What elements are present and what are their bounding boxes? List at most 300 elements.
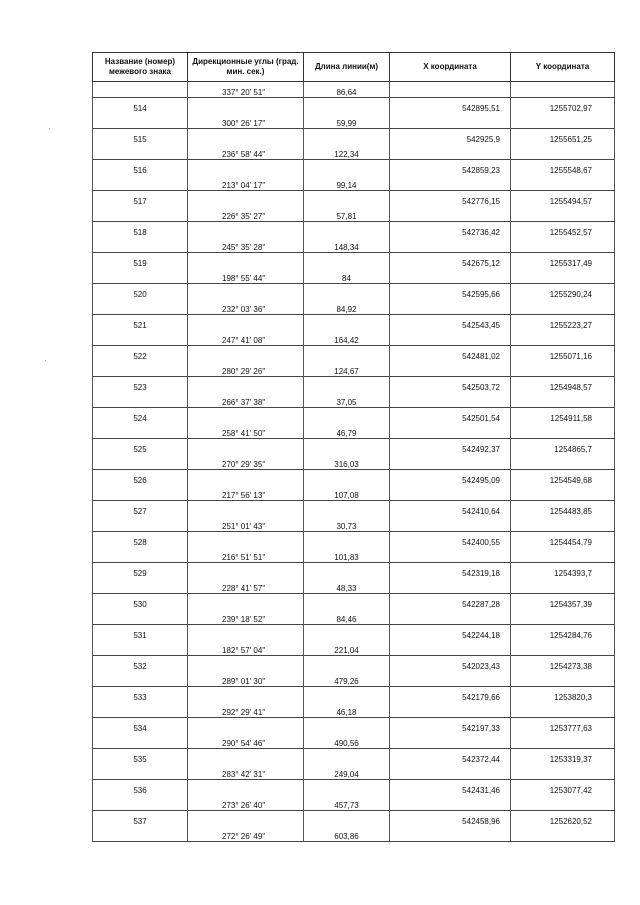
direction-angle-cell [188,718,304,734]
marker-name-cell: 535 [93,749,188,765]
x-coordinate-cell [390,392,511,408]
y-coordinate-cell [511,206,615,222]
x-coordinate-cell: 542736,42 [390,222,511,238]
segment-row [93,671,615,687]
line-length-cell [304,563,390,579]
x-coordinate-cell: 542895,51 [390,98,511,114]
marker-name-cell [93,144,188,160]
segment-row [93,206,615,222]
line-length-cell [304,408,390,424]
x-coordinate-cell [390,764,511,780]
marker-name-cell: 517 [93,191,188,207]
header-marker-name: Название (номер) межевого знака [93,53,188,82]
line-length-cell: 457,73 [304,795,390,811]
y-coordinate-cell [511,733,615,749]
y-coordinate-cell [511,175,615,191]
line-length-cell [304,749,390,765]
marker-name-cell [93,330,188,346]
x-coordinate-cell: 542197,33 [390,718,511,734]
marker-name-cell: 529 [93,563,188,579]
x-coordinate-cell: 542859,23 [390,160,511,176]
y-coordinate-cell [511,516,615,532]
segment-row [93,826,615,842]
segment-row [93,516,615,532]
direction-angle-cell: 228° 41' 57" [188,578,304,594]
marker-name-cell [93,485,188,501]
x-coordinate-cell: 542287,28 [390,594,511,610]
y-coordinate-cell [511,361,615,377]
y-coordinate-cell [511,423,615,439]
segment-row [93,640,615,656]
line-length-cell [304,780,390,796]
y-coordinate-cell [511,578,615,594]
segment-row [93,330,615,346]
marker-name-cell [93,702,188,718]
marker-name-cell: 528 [93,532,188,548]
x-coordinate-cell: 542023,43 [390,656,511,672]
line-length-cell: 46,79 [304,423,390,439]
marker-name-cell: 520 [93,284,188,300]
y-coordinate-cell: 1255071,16 [511,346,615,362]
x-coordinate-cell [390,733,511,749]
marker-row [93,284,615,300]
segment-row [93,299,615,315]
marker-row [93,346,615,362]
y-coordinate-cell [511,609,615,625]
marker-name-cell: 522 [93,346,188,362]
x-coordinate-cell [390,454,511,470]
direction-angle-cell: 236° 58' 44" [188,144,304,160]
line-length-cell: 101,83 [304,547,390,563]
direction-angle-cell: 217° 56' 13" [188,485,304,501]
marker-row [93,315,615,331]
marker-name-cell: 523 [93,377,188,393]
y-coordinate-cell: 1253077,42 [511,780,615,796]
direction-angle-cell: 247° 41' 08" [188,330,304,346]
y-coordinate-cell [511,82,615,98]
x-coordinate-cell [390,330,511,346]
x-coordinate-cell [390,361,511,377]
x-coordinate-cell: 542431,46 [390,780,511,796]
direction-angle-cell [188,501,304,517]
x-coordinate-cell: 542319,18 [390,563,511,579]
marker-row [93,718,615,734]
x-coordinate-cell [390,578,511,594]
direction-angle-cell [188,253,304,269]
direction-angle-cell [188,594,304,610]
x-coordinate-cell [390,144,511,160]
marker-row [93,532,615,548]
line-length-cell [304,811,390,827]
direction-angle-cell [188,284,304,300]
direction-angle-cell: 273° 26' 40" [188,795,304,811]
x-coordinate-cell: 542543,45 [390,315,511,331]
segment-row [93,454,615,470]
marker-row [93,687,615,703]
line-length-cell [304,98,390,114]
segment-row [93,795,615,811]
line-length-cell: 84,46 [304,609,390,625]
x-coordinate-cell: 542458,96 [390,811,511,827]
line-length-cell [304,439,390,455]
y-coordinate-cell [511,795,615,811]
y-coordinate-cell: 1255452,57 [511,222,615,238]
marker-name-cell: 518 [93,222,188,238]
segment-row [93,361,615,377]
line-length-cell: 48,33 [304,578,390,594]
y-coordinate-cell: 1254357,39 [511,594,615,610]
segment-row [93,392,615,408]
y-coordinate-cell: 1254865,7 [511,439,615,455]
y-coordinate-cell [511,702,615,718]
line-length-cell: 164,42 [304,330,390,346]
marker-row [93,129,615,145]
line-length-cell [304,284,390,300]
y-coordinate-cell [511,392,615,408]
direction-angle-cell [188,687,304,703]
line-length-cell [304,656,390,672]
line-length-cell: 84 [304,268,390,284]
marker-row [93,501,615,517]
line-length-cell [304,532,390,548]
segment-row [93,237,615,253]
direction-angle-cell: 266° 37' 38" [188,392,304,408]
line-length-cell [304,594,390,610]
direction-angle-cell: 213° 04' 17" [188,175,304,191]
x-coordinate-cell [390,516,511,532]
y-coordinate-cell: 1254454,79 [511,532,615,548]
header-y-coordinate: Y координата [511,53,615,82]
direction-angle-cell [188,780,304,796]
direction-angle-cell [188,346,304,362]
x-coordinate-cell [390,609,511,625]
segment-row [93,144,615,160]
line-length-cell [304,191,390,207]
marker-row [93,191,615,207]
line-length-cell [304,129,390,145]
direction-angle-cell: 239° 18' 52" [188,609,304,625]
direction-angle-cell [188,439,304,455]
y-coordinate-cell: 1255317,49 [511,253,615,269]
marker-name-cell [93,82,188,98]
segment-row [93,82,615,98]
marker-row [93,656,615,672]
line-length-cell [304,315,390,331]
direction-angle-cell: 272° 26' 49" [188,826,304,842]
segment-row [93,733,615,749]
x-coordinate-cell [390,206,511,222]
marker-name-cell [93,361,188,377]
direction-angle-cell: 226° 35' 27" [188,206,304,222]
marker-name-cell [93,423,188,439]
x-coordinate-cell: 542675,12 [390,253,511,269]
y-coordinate-cell [511,268,615,284]
line-length-cell: 316,03 [304,454,390,470]
direction-angle-cell [188,470,304,486]
line-length-cell: 59,99 [304,113,390,129]
marker-row [93,749,615,765]
y-coordinate-cell: 1254549,68 [511,470,615,486]
table-header-row [93,53,615,82]
y-coordinate-cell [511,113,615,129]
marker-name-cell: 527 [93,501,188,517]
x-coordinate-cell [390,826,511,842]
x-coordinate-cell: 542400,55 [390,532,511,548]
line-length-cell [304,687,390,703]
marker-name-cell: 516 [93,160,188,176]
line-length-cell [304,160,390,176]
marker-name-cell [93,206,188,222]
line-length-cell [304,470,390,486]
direction-angle-cell [188,377,304,393]
segment-row [93,423,615,439]
y-coordinate-cell: 1255548,67 [511,160,615,176]
marker-row [93,98,615,114]
direction-angle-cell: 216° 51' 51" [188,547,304,563]
line-length-cell: 37,05 [304,392,390,408]
line-length-cell: 46,18 [304,702,390,718]
segment-row [93,547,615,563]
y-coordinate-cell [511,764,615,780]
marker-name-cell: 514 [93,98,188,114]
direction-angle-cell: 289° 01' 30" [188,671,304,687]
segment-row [93,702,615,718]
marker-name-cell: 524 [93,408,188,424]
marker-row [93,563,615,579]
x-coordinate-cell [390,113,511,129]
direction-angle-cell [188,315,304,331]
x-coordinate-cell [390,671,511,687]
y-coordinate-cell: 1255223,27 [511,315,615,331]
x-coordinate-cell: 542925,9 [390,129,511,145]
marker-row [93,811,615,827]
marker-name-cell [93,671,188,687]
x-coordinate-cell: 542501,54 [390,408,511,424]
marker-name-cell: 534 [93,718,188,734]
x-coordinate-cell: 542492,37 [390,439,511,455]
line-length-cell [304,377,390,393]
direction-angle-cell: 337° 20' 51" [188,82,304,98]
marker-name-cell: 533 [93,687,188,703]
x-coordinate-cell [390,795,511,811]
y-coordinate-cell: 1254948,57 [511,377,615,393]
y-coordinate-cell: 1254483,85 [511,501,615,517]
line-length-cell [304,625,390,641]
marker-name-cell [93,454,188,470]
segment-row [93,268,615,284]
y-coordinate-cell [511,454,615,470]
x-coordinate-cell [390,237,511,253]
line-length-cell: 249,04 [304,764,390,780]
marker-name-cell [93,268,188,284]
y-coordinate-cell: 1253319,37 [511,749,615,765]
marker-name-cell [93,609,188,625]
marker-row [93,594,615,610]
line-length-cell [304,253,390,269]
x-coordinate-cell [390,82,511,98]
marker-row [93,625,615,641]
x-coordinate-cell: 542244,18 [390,625,511,641]
y-coordinate-cell [511,547,615,563]
x-coordinate-cell [390,299,511,315]
line-length-cell: 221,04 [304,640,390,656]
direction-angle-cell [188,191,304,207]
marker-row [93,253,615,269]
line-length-cell: 603,86 [304,826,390,842]
direction-angle-cell: 283° 42' 31" [188,764,304,780]
direction-angle-cell [188,129,304,145]
x-coordinate-cell: 542410,64 [390,501,511,517]
marker-row [93,780,615,796]
segment-row [93,578,615,594]
line-length-cell: 122,34 [304,144,390,160]
marker-name-cell: 536 [93,780,188,796]
direction-angle-cell [188,532,304,548]
marker-name-cell [93,795,188,811]
direction-angle-cell: 300° 26' 17" [188,113,304,129]
line-length-cell: 148,34 [304,237,390,253]
x-coordinate-cell: 542495,09 [390,470,511,486]
line-length-cell [304,222,390,238]
line-length-cell: 30,73 [304,516,390,532]
line-length-cell: 124,67 [304,361,390,377]
direction-angle-cell [188,656,304,672]
marker-name-cell [93,175,188,191]
marker-name-cell: 532 [93,656,188,672]
direction-angle-cell: 245° 35' 28" [188,237,304,253]
marker-name-cell: 519 [93,253,188,269]
line-length-cell [304,718,390,734]
marker-name-cell [93,113,188,129]
direction-angle-cell [188,222,304,238]
y-coordinate-cell: 1253777,63 [511,718,615,734]
direction-angle-cell: 182° 57' 04" [188,640,304,656]
x-coordinate-cell: 542179,66 [390,687,511,703]
marker-name-cell: 530 [93,594,188,610]
direction-angle-cell: 292° 29' 41" [188,702,304,718]
marker-name-cell [93,733,188,749]
marker-name-cell: 526 [93,470,188,486]
x-coordinate-cell [390,547,511,563]
marker-name-cell: 531 [93,625,188,641]
scan-speck: · [44,356,47,365]
line-length-cell: 479,26 [304,671,390,687]
x-coordinate-cell: 542481,02 [390,346,511,362]
marker-name-cell [93,299,188,315]
direction-angle-cell: 258° 41' 50" [188,423,304,439]
x-coordinate-cell [390,485,511,501]
x-coordinate-cell [390,175,511,191]
marker-name-cell [93,764,188,780]
marker-row [93,408,615,424]
segment-row [93,113,615,129]
line-length-cell: 86,64 [304,82,390,98]
direction-angle-cell: 290° 54' 46" [188,733,304,749]
y-coordinate-cell [511,330,615,346]
line-length-cell [304,501,390,517]
line-length-cell: 84,92 [304,299,390,315]
y-coordinate-cell: 1254393,7 [511,563,615,579]
y-coordinate-cell: 1255494,57 [511,191,615,207]
line-length-cell [304,346,390,362]
marker-name-cell [93,547,188,563]
x-coordinate-cell [390,268,511,284]
segment-row [93,764,615,780]
y-coordinate-cell [511,826,615,842]
segment-row [93,175,615,191]
direction-angle-cell [188,811,304,827]
line-length-cell: 57,81 [304,206,390,222]
marker-name-cell: 525 [93,439,188,455]
y-coordinate-cell: 1253820,3 [511,687,615,703]
direction-angle-cell [188,749,304,765]
line-length-cell: 99,14 [304,175,390,191]
line-length-cell: 490,56 [304,733,390,749]
direction-angle-cell: 251° 01' 43" [188,516,304,532]
segment-row [93,609,615,625]
x-coordinate-cell: 542372,44 [390,749,511,765]
direction-angle-cell [188,98,304,114]
y-coordinate-cell [511,299,615,315]
y-coordinate-cell: 1255290,24 [511,284,615,300]
direction-angle-cell: 280° 29' 26" [188,361,304,377]
segment-row [93,485,615,501]
header-direction-angle: Дирекционные углы (град. мин. сек.) [188,53,304,82]
boundary-coordinates-table [92,52,615,842]
header-line-length: Длина линии(м) [304,53,390,82]
marker-name-cell [93,237,188,253]
x-coordinate-cell [390,702,511,718]
y-coordinate-cell: 1255651,25 [511,129,615,145]
direction-angle-cell [188,160,304,176]
y-coordinate-cell: 1254273,38 [511,656,615,672]
marker-row [93,470,615,486]
x-coordinate-cell: 542503,72 [390,377,511,393]
marker-name-cell [93,578,188,594]
y-coordinate-cell [511,640,615,656]
y-coordinate-cell: 1254284,76 [511,625,615,641]
direction-angle-cell: 270° 29' 35" [188,454,304,470]
direction-angle-cell: 198° 55' 44" [188,268,304,284]
marker-name-cell: 515 [93,129,188,145]
y-coordinate-cell [511,237,615,253]
marker-row [93,439,615,455]
marker-name-cell: 537 [93,811,188,827]
line-length-cell: 107,08 [304,485,390,501]
header-x-coordinate: X координата [390,53,511,82]
coordinates-table-wrapper [92,52,614,842]
direction-angle-cell: 232° 03' 36" [188,299,304,315]
marker-name-cell [93,392,188,408]
x-coordinate-cell: 542776,15 [390,191,511,207]
table-body [93,82,615,842]
marker-name-cell: 521 [93,315,188,331]
marker-name-cell [93,826,188,842]
y-coordinate-cell [511,671,615,687]
direction-angle-cell [188,408,304,424]
x-coordinate-cell [390,423,511,439]
marker-row [93,377,615,393]
marker-row [93,222,615,238]
y-coordinate-cell: 1254911,58 [511,408,615,424]
y-coordinate-cell: 1252620,52 [511,811,615,827]
marker-row [93,160,615,176]
x-coordinate-cell: 542595,66 [390,284,511,300]
direction-angle-cell [188,563,304,579]
x-coordinate-cell [390,640,511,656]
scan-speck: · [48,124,51,133]
y-coordinate-cell: 1255702,97 [511,98,615,114]
